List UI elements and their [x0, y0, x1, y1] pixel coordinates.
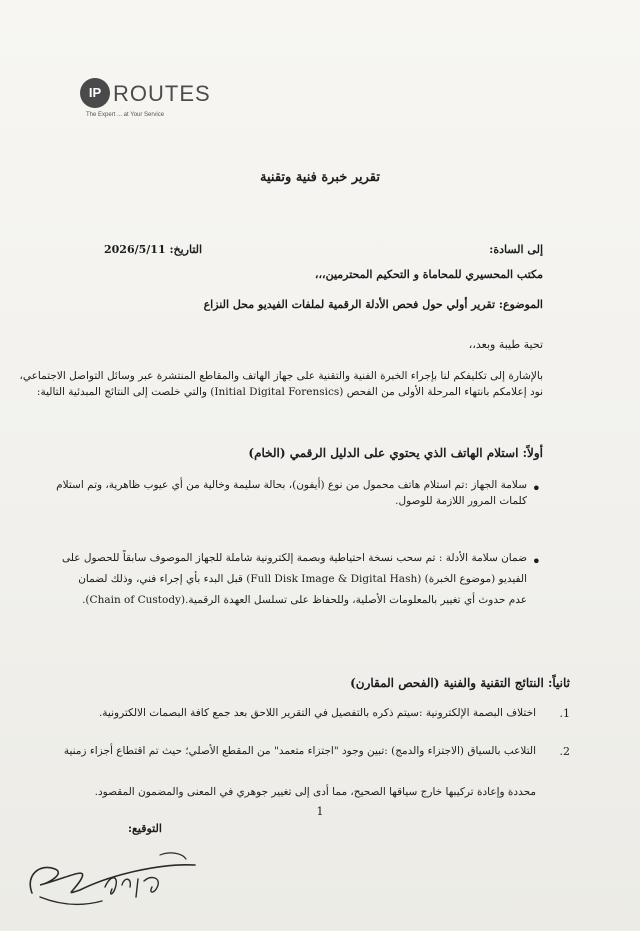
item-line: اختلاف البصمة الإلكترونية :سيتم ذكره بالتفصيل في التقرير اللاحق بعد جمع كافة البصمات الالكترونية. [98, 707, 536, 719]
report-title: تقرير خبرة فنية وتقنية [260, 170, 380, 185]
recipient-name: مكتب المحسيري للمحاماة و التحكيم المحترمين،،، [314, 268, 543, 281]
item-line: محددة وإعادة تركيبها خارج سياقها الصحيح، مما أدى إلى تغيير جوهري في المعنى والمضمون المقصود. [94, 786, 536, 798]
item-line: كلمات المرور اللازمة للوصول. [395, 495, 527, 507]
item-line: • سلامة الجهاز :تم استلام هاتف محمول من نوع (أيفون)، بحالة سليمة وخالية من أي عيوب ظاهرية، وتم استلام [56, 479, 527, 491]
recipient-label: إلى السادة: [489, 243, 543, 256]
section-2-heading: ثانياً: النتائج التقنية والفنية (الفحص المقارن) [350, 676, 570, 690]
logo-tagline: The Expert ... at Your Service [86, 112, 165, 118]
item-line: • ضمان سلامة الأدلة : تم سحب نسخة احتياطية وبصمة إلكترونية شاملة للجهاز الموصوف سابقاً للحصول على [62, 552, 527, 564]
item-number: 1. [559, 707, 570, 720]
item-line: عدم حدوث أي تغيير بالمعلومات الأصلية، وللحفاظ على تسلسل العهدة الرقمية.(Chain of Custody). [82, 594, 527, 606]
logo-name: ROUTES [113, 81, 211, 106]
item-number: 2. [559, 745, 570, 758]
page-number: 1 [316, 805, 324, 818]
item-line: الفيديو (موضوع الخبرة) (Full Disk Image & Digital Hash) قبل البدء بأي إجراء فني، وذلك لضمان [78, 573, 527, 585]
company-logo [80, 78, 220, 126]
item-line: التلاعب بالسياق (الاجتزاء والدمج) :تبين وجود "اجتزاء متعمد" من المقطع الأصلي؛ حيث تم اقتطاع أجزاء زمنية [63, 745, 536, 757]
section-1-heading: أولاً: استلام الهاتف الذي يحتوي على الدليل الرقمي (الخام) [248, 446, 543, 460]
handwritten-signature [10, 835, 210, 915]
section-1-item [62, 552, 527, 606]
report-date: التاريخ: 2026/5/11 [104, 243, 203, 256]
intro-line-1: بالإشارة إلى تكليفكم لنا بإجراء الخبرة الفنية والتقنية على جهاز الهاتف والمقاطع المنتشرة عبر وسائل التواصل الاجتماعي، [19, 370, 543, 382]
subject-line: الموضوع: تقرير أولي حول فحص الأدلة الرقمية لملفات الفيديو محل النزاع [203, 298, 543, 311]
logo-mark: IP [80, 78, 110, 108]
section-1-item [56, 479, 527, 507]
intro-line-2: نود إعلامكم بانتهاء المرحلة الأولى من الفحص (Initial Digital Forensics) والتي خلصت إلى النتائج المبدئية التالية: [36, 386, 543, 398]
greeting: تحية طيبة وبعد،، [468, 338, 543, 351]
signature-label: التوقيع: [128, 822, 162, 835]
